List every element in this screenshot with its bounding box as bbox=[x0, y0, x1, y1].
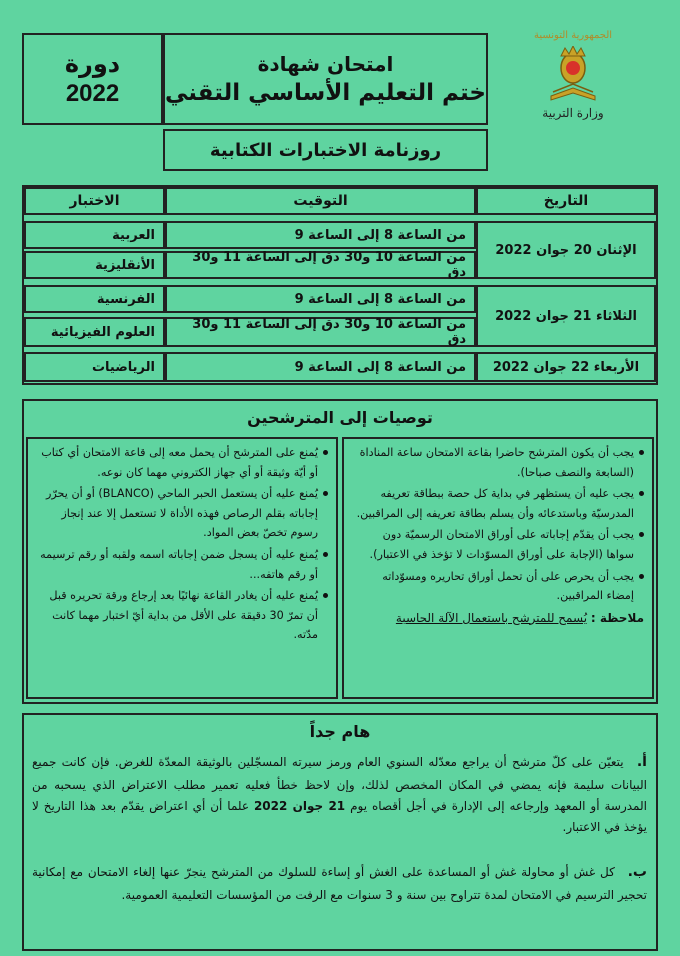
schedule-subtitle: روزنامة الاختبارات الكتابية bbox=[163, 129, 488, 171]
prohibition-item: يُمنع عليه أن يسجل ضمن إجاباته اسمه ولقبه أو رقم ترسيمه أو رقم هاتفه... bbox=[36, 545, 328, 584]
important-title: هام جداً bbox=[309, 722, 371, 741]
session-label: دورة bbox=[64, 50, 121, 78]
note bbox=[352, 608, 644, 629]
date-cell: الأربعاء 22 جوان 2022 bbox=[476, 352, 656, 382]
header-time: التوقيت bbox=[165, 187, 476, 215]
item-text: يتعيّن على كلّ مترشح أن يراجع معدّله السنوي العام ورمز سيرته المسجّلين بالوثيقة المعدّة للغرض. فإن كانت جميع البيانات سليمة فإنه يمضي في المكان المخصص لذلك، وإن لاحظ خطأ فعليه تعمير مطلب الاعتراض الذي يسحبه من المدرسة أو المعهد وإرجاعه إلى الإدارة في أجل أقصاه يوم bbox=[32, 755, 647, 813]
header-exam: الاختبار bbox=[24, 187, 165, 215]
important-item-a bbox=[32, 750, 647, 838]
prohibition-item: يُمنع عليه أن يغادر القاعة نهائيًا بعد إرجاع ورقة تحريره قبل أن تمرّ 30 دقيقة على الأقل من بداية أيّ اختبار مهما كانت مدّته. bbox=[36, 586, 328, 645]
item-text: كل غش أو محاولة غش أو المساعدة على الغش أو إساءة للسلوك من المترشح ينجرّ عنها إلغاء الامتحان مع إمكانية تحجير الترسيم في الامتحان لمدة تتراوح بين سنة و 3 سنوات مع الرفت من المؤسسات التعليمية العمومية. bbox=[32, 865, 647, 902]
time-cell: من الساعة 8 إلى الساعة 9 bbox=[165, 285, 476, 313]
time-cell: من الساعة 8 إلى الساعة 9 bbox=[165, 221, 476, 249]
date-cell: الثلاثاء 21 جوان 2022 bbox=[476, 285, 656, 347]
deadline-date: 21 جوان 2022 bbox=[253, 798, 346, 813]
item-letter: أ. bbox=[636, 754, 647, 770]
exam-cell: العربية bbox=[24, 221, 165, 249]
prohibition-item: يُمنع على المترشح أن يحمل معه إلى قاعة الامتحان أي كتاب أو أيّة وثيقة أو أي جهاز الكتروني مهما كان نوعه. bbox=[36, 443, 328, 482]
exam-cell: الفرنسية bbox=[24, 285, 165, 313]
item-text: علما أن أي اعتراض يقدّم بعد هذا التاريخ لا يؤخذ في الاعتبار. bbox=[32, 798, 647, 834]
important-item-b bbox=[32, 860, 647, 906]
note-label: ملاحظة : bbox=[590, 610, 644, 625]
exam-title-box bbox=[163, 33, 488, 125]
session-box bbox=[22, 33, 163, 125]
time-cell: من الساعة 10 و30 دق إلى الساعة 11 و30 دق bbox=[165, 251, 476, 279]
exam-cell: الرياضيات bbox=[24, 352, 165, 382]
ministry-logo bbox=[508, 30, 638, 120]
republic-label: الجمهورية التونسية bbox=[533, 30, 613, 41]
time-cell: من الساعة 8 إلى الساعة 9 bbox=[165, 352, 476, 382]
header-date: التاريخ bbox=[476, 187, 656, 215]
prohibition-item: يُمنع عليه أن يستعمل الحبر الماحي (BLANCO) أو أن يحرّر إجاباته بقلم الرصاص فهذه الأداة لا تستعمل إلا عند إنجاز رسوم تخصّ بعض المواد. bbox=[36, 484, 328, 543]
item-letter: ب. bbox=[627, 864, 647, 880]
emblem-icon bbox=[543, 46, 603, 102]
exam-cell: الأنقليزية bbox=[24, 251, 165, 279]
exam-title-line1: امتحان شهادة bbox=[257, 52, 394, 76]
recommendations-right-column bbox=[342, 437, 654, 699]
session-year: 2022 bbox=[65, 80, 120, 107]
recommendations-title: توصيات إلى المترشحين bbox=[247, 408, 433, 427]
date-cell: الإثنان 20 جوان 2022 bbox=[476, 221, 656, 279]
recommendation-item: يجب أن يقدّم إجاباته على أوراق الامتحان الرسميّة دون سواها (الإجابة على أوراق المسوّدات لا تؤخذ في الاعتبار). bbox=[352, 525, 644, 564]
time-cell: من الساعة 10 و30 دق إلى الساعة 11 و30 دق bbox=[165, 317, 476, 347]
recommendation-item: يجب أن يكون المترشح حاضرا بقاعة الامتحان ساعة المناداة (السابعة والنصف صباحا). bbox=[352, 443, 644, 482]
recommendation-item: يجب عليه أن يستظهر في بداية كل حصة ببطاقة تعريفه المدرسيّة وباستدعائه وأن يسلم بطاقة تعريفه إلى المراقبين. bbox=[352, 484, 644, 523]
exam-title-line2: ختم التعليم الأساسي التقني bbox=[164, 80, 486, 106]
exam-cell: العلوم الفيزيائية bbox=[24, 317, 165, 347]
note-text: يُسمح للمترشح باستعمال الآلة الحاسبة bbox=[395, 610, 588, 625]
ministry-name: وزارة التربية bbox=[542, 106, 604, 120]
recommendations-left-column bbox=[26, 437, 338, 699]
recommendation-item: يجب أن يحرص على أن تحمل أوراق تحاريره ومسوّداته إمضاء المراقبين. bbox=[352, 567, 644, 606]
